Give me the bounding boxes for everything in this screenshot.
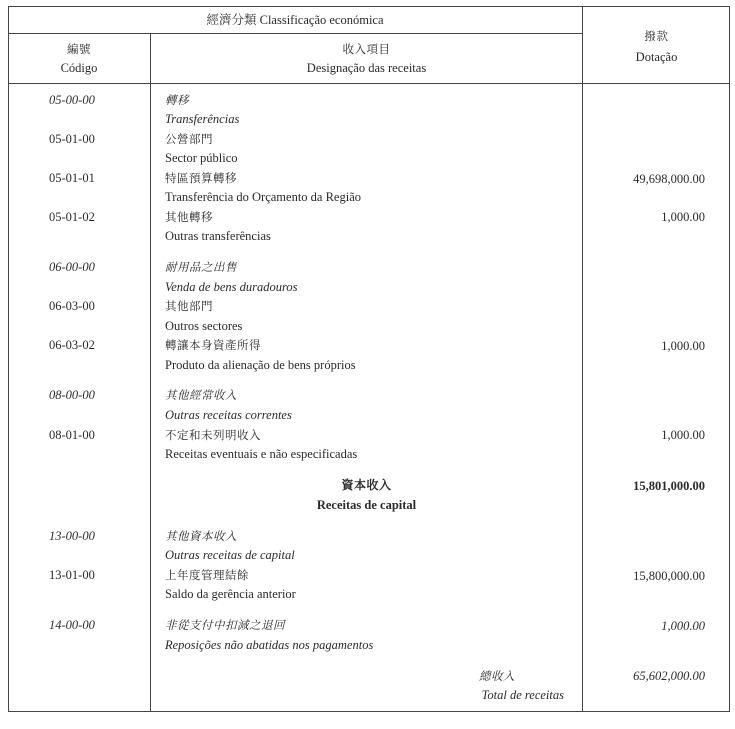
- row-designation-zh: 上年度管理結餘: [165, 568, 249, 582]
- row-code: 08-01-00: [49, 428, 95, 442]
- table-frame: [8, 6, 730, 712]
- row-designation-zh: 耐用品之出售: [165, 260, 237, 274]
- code-header-pt: Código: [60, 61, 98, 75]
- row-designation-pt: Produto da alienação de bens próprios: [165, 358, 356, 372]
- row-amount: 1,000.00: [661, 339, 705, 353]
- row-code: 13-01-00: [49, 568, 95, 582]
- row-code: 06-00-00: [49, 260, 95, 274]
- row-code: 13-00-00: [49, 529, 95, 543]
- row-designation-zh: 其他經常收入: [165, 388, 237, 402]
- row-designation-pt: Outros sectores: [165, 319, 243, 333]
- row-designation-zh: 非從支付中扣減之退回: [165, 618, 285, 632]
- row-designation-pt: Saldo da gerência anterior: [165, 587, 296, 601]
- row-amount: 1,000.00: [661, 428, 705, 442]
- row-designation-pt: Outras receitas correntes: [165, 408, 292, 422]
- row-code: 05-01-00: [49, 132, 95, 146]
- designation-header-pt: Designação das receitas: [306, 61, 427, 75]
- row-designation-pt: Transferências: [165, 112, 240, 126]
- designation-header-zh: 收入項目: [342, 42, 391, 56]
- row-code: 14-00-00: [49, 618, 95, 632]
- row-code: 05-00-00: [49, 93, 95, 107]
- row-designation-zh: 其他轉移: [165, 210, 213, 224]
- row-code: 06-03-02: [49, 338, 95, 352]
- row-code: 08-00-00: [49, 388, 95, 402]
- header-divider-bottom: [8, 83, 730, 84]
- row-code: 05-01-01: [49, 171, 95, 185]
- row-designation-pt: Reposições não abatidas nos pagamentos: [165, 638, 374, 652]
- row-amount: 49,698,000.00: [633, 172, 705, 186]
- row-designation-zh: 不定和未列明收入: [165, 428, 261, 442]
- code-column-divider: [150, 33, 151, 712]
- row-designation-pt: Transferência do Orçamento da Região: [165, 190, 361, 204]
- row-designation-zh: 轉移: [165, 93, 189, 107]
- dotacao-header-zh: 撥款: [644, 29, 669, 43]
- capital-heading-pt: Receitas de capital: [316, 498, 417, 512]
- row-designation-zh: 特區預算轉移: [165, 171, 237, 185]
- row-code: 06-03-00: [49, 299, 95, 313]
- classification-header: 經濟分類 Classificação económica: [206, 13, 384, 27]
- total-amount: 65,602,000.00: [633, 669, 705, 683]
- total-label-pt: Total de receitas: [481, 688, 564, 702]
- dotacao-header-pt: Dotação: [635, 50, 678, 64]
- row-designation-pt: Outras receitas de capital: [165, 548, 295, 562]
- code-header-zh: 編號: [67, 42, 91, 56]
- capital-heading-zh: 資本收入: [341, 478, 392, 492]
- row-amount: 1,000.00: [661, 619, 705, 633]
- row-code: 05-01-02: [49, 210, 95, 224]
- capital-amount: 15,801,000.00: [633, 479, 705, 493]
- amount-column-divider: [582, 6, 583, 712]
- row-designation-pt: Receitas eventuais e não especificadas: [165, 447, 358, 461]
- row-designation-pt: Sector público: [165, 151, 238, 165]
- row-amount: 15,800,000.00: [633, 569, 705, 583]
- row-designation-zh: 其他部門: [165, 299, 213, 313]
- header-divider-top: [8, 33, 583, 34]
- total-label-zh: 總收入: [479, 669, 515, 683]
- row-designation-zh: 公營部門: [165, 132, 213, 146]
- row-designation-pt: Outras transferências: [165, 229, 271, 243]
- row-designation-pt: Venda de bens duradouros: [165, 280, 298, 294]
- row-designation-zh: 其他資本收入: [165, 529, 237, 543]
- row-amount: 1,000.00: [661, 210, 705, 224]
- row-designation-zh: 轉讓本身資產所得: [165, 338, 261, 352]
